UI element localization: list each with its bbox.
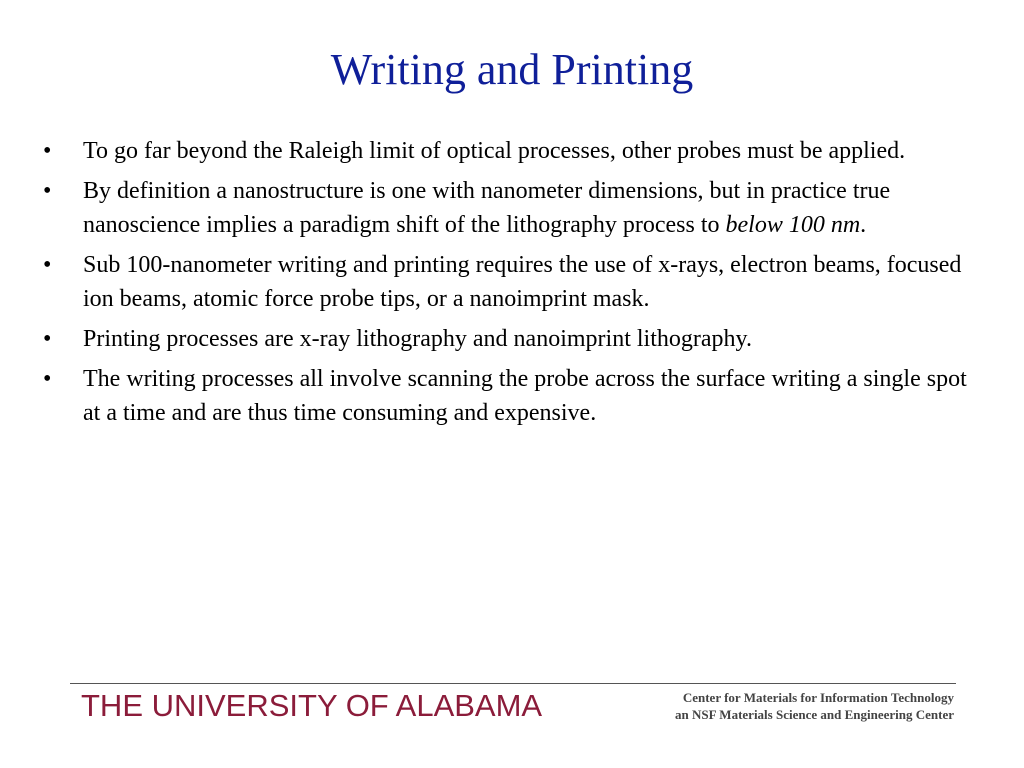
bullet-text [83,178,890,238]
bullet-text: To go far beyond the Raleigh limit of optical processes, other probes must be applied. [83,138,906,164]
bullet-item [40,322,990,356]
bullet-list [40,134,990,436]
bullet-text: Sub 100-nanometer writing and printing requires the use of x-rays, electron beams, focused ion beams, atomic force probe tips, or a nanoimprint mask. [83,252,962,312]
bullet-point-icon: • [43,178,52,204]
bullet-point-icon: • [43,366,52,392]
bullet-item [40,134,990,168]
bullet-text-emphasis: below 100 nm [725,212,861,238]
footer-divider [70,683,956,684]
center-credit [675,689,954,723]
bullet-point-icon: • [43,252,52,278]
university-wordmark: THE UNIVERSITY OF ALABAMA [81,688,543,723]
bullet-text-main: By definition a nanostructure is one with nanometer dimensions, but in practice true nanoscience implies a paradigm shift of the lithography process to [83,178,891,238]
bullet-item [40,248,990,316]
bullet-item [40,362,990,430]
slide-title: Writing and Printing [330,45,694,94]
bullet-point-icon: • [43,326,52,352]
bullet-point-icon: • [43,138,52,164]
center-credit-line2: an NSF Materials Science and Engineering Center [675,707,954,722]
bullet-item [40,174,990,242]
bullet-text: Printing processes are x-ray lithography and nanoimprint lithography. [83,326,752,352]
bullet-text-after: . [860,212,867,238]
center-credit-line1: Center for Materials for Information Technology [682,690,954,705]
bullet-text: The writing processes all involve scanning the probe across the surface writing a single spot at a time and are thus time consuming and expensive. [83,366,967,426]
